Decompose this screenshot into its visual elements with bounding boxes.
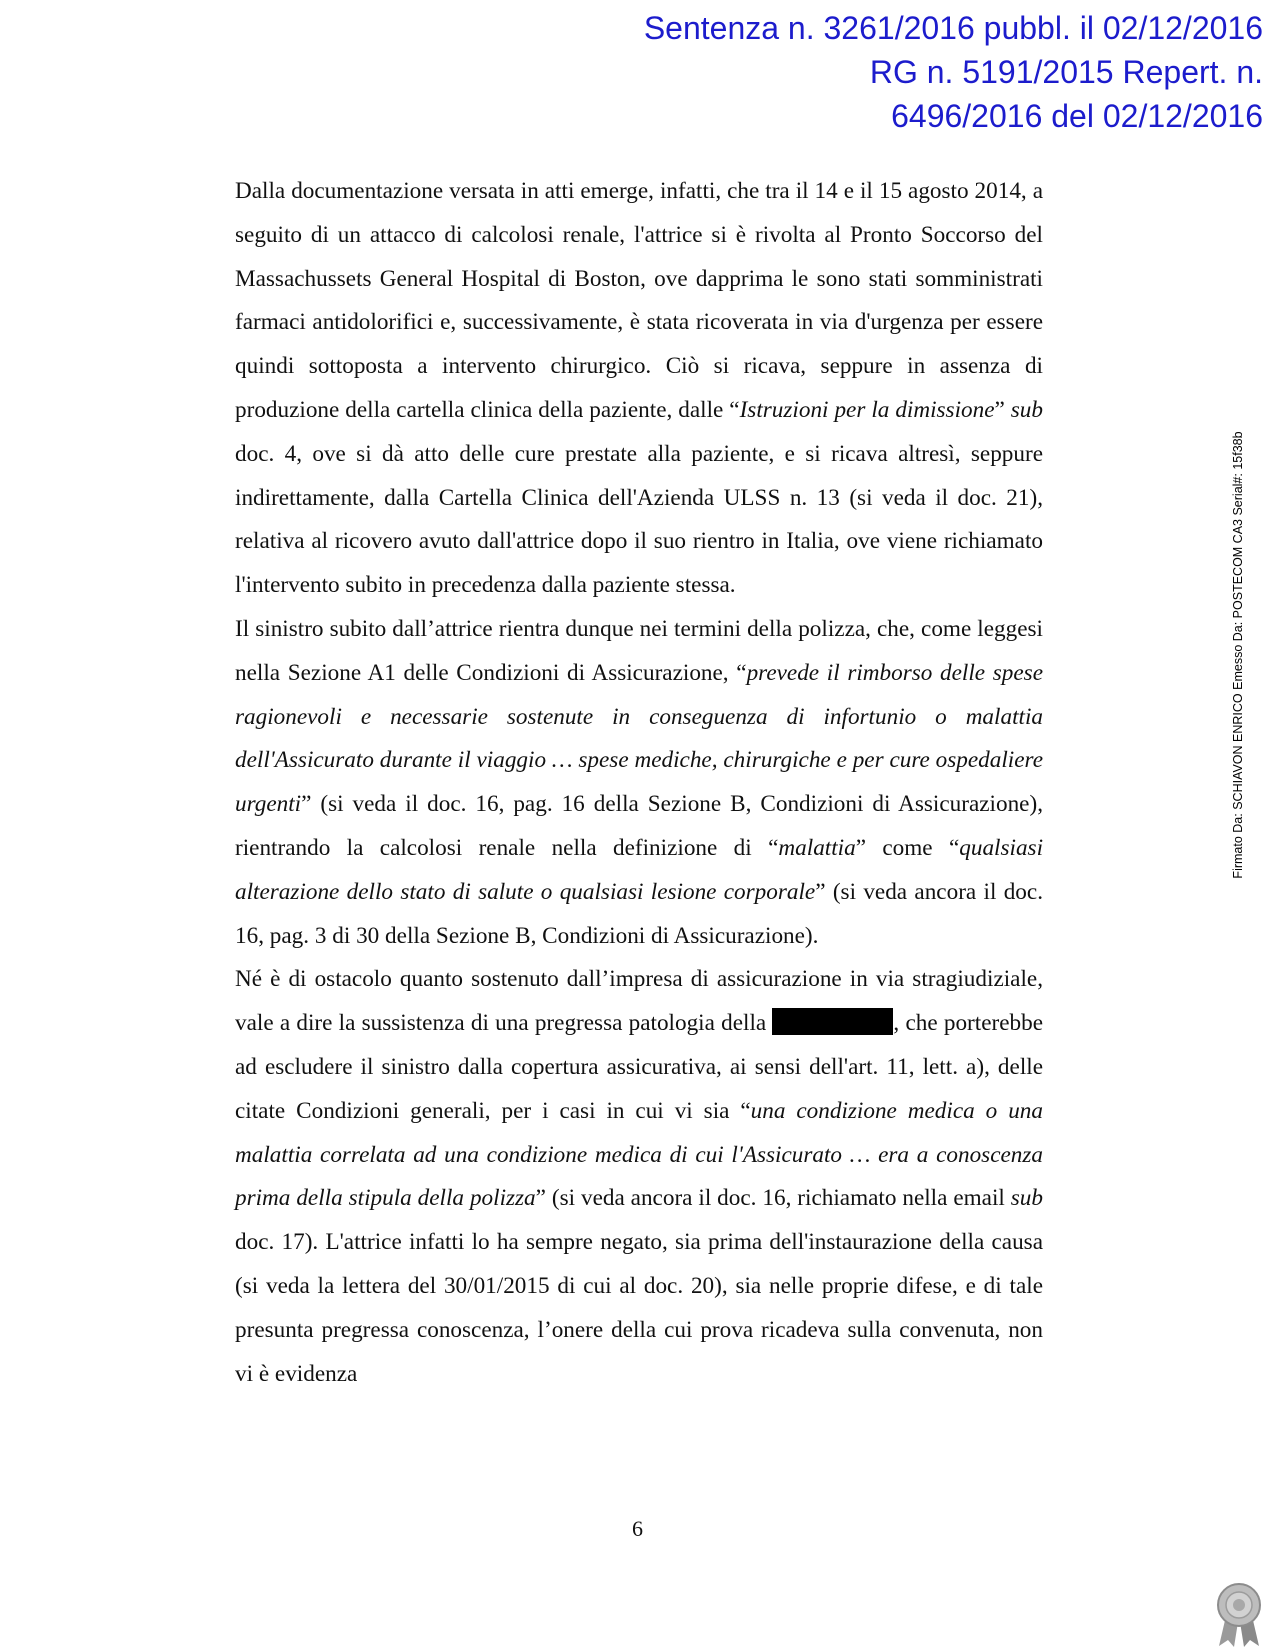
paragraph-2 xyxy=(235,608,1043,958)
page-number: 6 xyxy=(632,1516,643,1541)
p1-text-b: ” xyxy=(994,396,1011,423)
document-body xyxy=(235,170,1043,1396)
p2-italic-definition: qualsiasi alterazione dello stato di salute o qualsiasi lesione corporale xyxy=(235,834,1044,905)
p2-text-a: Il sinistro subito dall’attrice rientra dunque nei termini della polizza, che, come leggesi nella Sezione A1 delle Condizioni di Assicurazione, “ xyxy=(235,615,1043,686)
stamp-line-repert: 6496/2016 del 02/12/2016 xyxy=(891,98,1263,134)
p3-text-d: doc. 17). L'attrice infatti lo ha sempre negato, sia prima dell'instaurazione della causa (si veda la lettera del 30/01/2015 di cui al doc. 20), sia nelle proprie difese, e di tale presunta pregressa conoscenza, l’onere della cui prova ricadeva sulla convenuta, non vi è evidenza xyxy=(235,1229,1043,1387)
p1-italic-sub: sub xyxy=(1010,396,1043,423)
paragraph-1 xyxy=(235,170,1043,608)
p2-italic-malattia: malattia xyxy=(778,834,856,861)
p3-italic-quote-clause: una condizione medica o una malattia correlata ad una condizione medica di cui l'Assicurato … era a conoscenza prima della stipula della polizza xyxy=(235,1097,1043,1212)
redacted-name-block xyxy=(772,1008,893,1035)
p2-italic-quote-policy: prevede il rimborso delle spese ragionevoli e necessarie sostenute in conseguenza di infortunio o malattia dell'Assicurato durante il viaggio … spese mediche, chirurgiche e per cure ospedaliere urgenti xyxy=(235,659,1043,818)
sentence-stamp-header xyxy=(563,6,1263,138)
p3-text-c: ” (si veda ancora il doc. 16, richiamato nella email xyxy=(535,1185,1011,1212)
p3-text-b: , che porterebbe ad escludere il sinistro dalla copertura assicurativa, ai sensi dell'art. 11, lett. a), delle citate Condizioni generali, per i casi in cui vi sia “ xyxy=(235,1010,1043,1124)
p2-text-d: ” (si veda ancora il doc. 16, pag. 3 di 30 della Sezione B, Condizioni di Assicurazione). xyxy=(235,878,1043,949)
p3-italic-sub: sub xyxy=(1010,1185,1043,1212)
seal-ribbon-icon xyxy=(1210,1582,1268,1648)
digital-signature-note: Firmato Da: SCHIAVON ENRICO Emesso Da: POSTECOM CA3 Serial#: 15f38b xyxy=(1231,431,1245,879)
stamp-line-sentenza: Sentenza n. 3261/2016 pubbl. il 02/12/2016 xyxy=(643,10,1263,46)
p1-text-c: doc. 4, ove si dà atto delle cure prestate alla paziente, e si ricava altresì, seppure indirettamente, dalla Cartella Clinica dell'Azienda ULSS n. 13 (si veda il doc. 21), relativa al ricovero avuto dall'attrice dopo il suo rientro in Italia, ove viene richiamato l'intervento subito in precedenza dalla paziente stessa. xyxy=(235,440,1043,599)
p2-text-c: ” come “ xyxy=(855,834,960,861)
stamp-line-rg: RG n. 5191/2015 Repert. n. xyxy=(869,54,1263,90)
p2-text-b: ” (si veda il doc. 16, pag. 16 della Sezione B, Condizioni di Assicurazione), rientrando la calcolosi renale nella definizione di “ xyxy=(235,791,1043,861)
p3-text-a: Né è di ostacolo quanto sostenuto dall’impresa di assicurazione in via stragiudiziale, vale a dire la sussistenza di una pregressa patologia della xyxy=(235,966,1043,1037)
p1-text-a: Dalla documentazione versata in atti emerge, infatti, che tra il 14 e il 15 agosto 2014, a seguito di un attacco di calcolosi renale, l'attrice si è rivolta al Pronto Soccorso del Massachussets General Hospital di Boston, ove dapprima le sono stati somministrati farmaci antidolorifici e, successivamente, è stata ricoverata in via d'urgenza per essere quindi sottoposta a intervento chirurgico. Ciò si ricava, seppure in assenza di produzione della cartella clinica della paziente, dalle “ xyxy=(235,178,1043,423)
paragraph-3 xyxy=(235,958,1043,1396)
p1-italic-istruzioni: Istruzioni per la dimissione xyxy=(739,396,995,423)
